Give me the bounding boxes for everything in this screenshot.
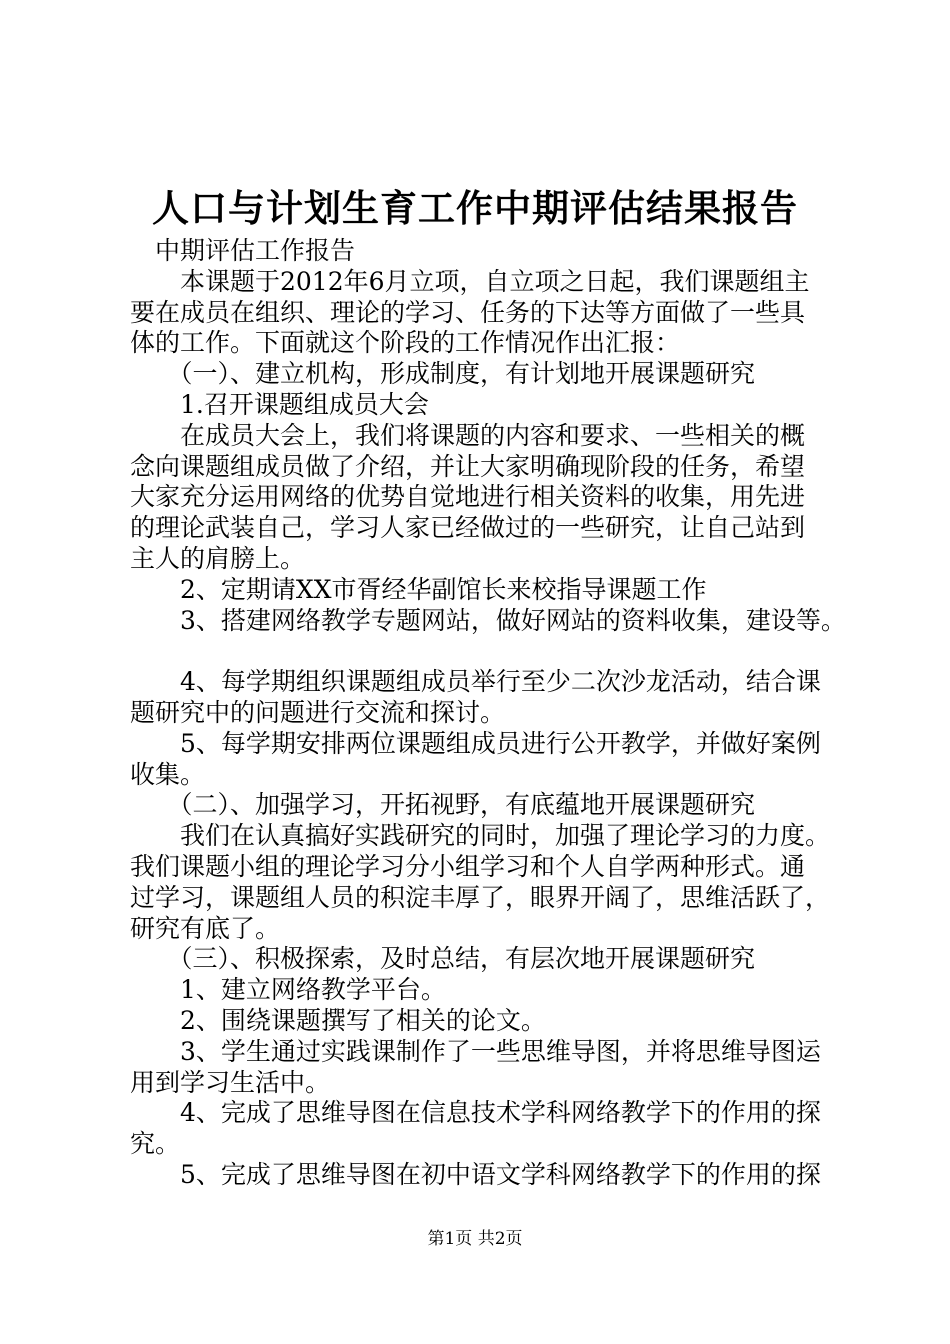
list-item: 4、每学期组织课题组成员举行至少二次沙龙活动，结合课 — [130, 667, 821, 697]
section-heading-1: （一）、建立机构，形成制度，有计划地开展课题研究 — [130, 359, 756, 389]
list-item: 4、完成了思维导图在信息技术学科网络教学下的作用的探 — [130, 1098, 821, 1128]
paragraph-line: 在成员大会上，我们将课题的内容和要求、一些相关的概 — [130, 420, 806, 450]
list-item: 3、学生通过实践课制作了一些思维导图，并将思维导图运 — [130, 1036, 821, 1066]
page-number: 第1页 共2页 — [427, 1229, 523, 1249]
subtitle-line: 中期评估工作报告 — [130, 236, 356, 265]
paragraph-line: 我们在认真搞好实践研究的同时，加强了理论学习的力度。 — [130, 821, 831, 851]
list-item: 3、搭建网络教学专题网站，做好网站的资料收集，建设等。 — [130, 605, 846, 635]
paragraph-line: 本课题于2012年6月立项，自立项之日起，我们课题组主 — [130, 266, 810, 296]
list-item: 1、建立网络教学平台。 — [130, 975, 446, 1005]
paragraph-line: 过学习，课题组人员的积淀丰厚了，眼界开阔了，思维活跃了， — [130, 882, 831, 912]
blank-line — [130, 636, 860, 667]
paragraph-line: 用到学习生活中。 — [130, 1067, 331, 1097]
paragraph-line: 研究有底了。 — [130, 913, 281, 943]
paragraph-line: 的理论武装自己，学习人家已经做过的一些研究，让自己站到 — [130, 513, 806, 543]
document-title: 人口与计划生育工作中期评估结果报告 — [152, 186, 798, 230]
paragraph-line: 体的工作。下面就这个阶段的工作情况作出汇报： — [130, 328, 681, 358]
paragraph-line: 题研究中的问题进行交流和探讨。 — [130, 697, 506, 727]
list-item: 5、每学期安排两位课题组成员进行公开教学，并做好案例 — [130, 728, 821, 758]
section-heading-2: （二）、加强学习，开拓视野，有底蕴地开展课题研究 — [130, 790, 756, 820]
paragraph-line: 究。 — [130, 1129, 181, 1159]
paragraph-line: 主人的肩膀上。 — [130, 543, 306, 573]
list-item: 5、完成了思维导图在初中语文学科网络教学下的作用的探 — [130, 1159, 821, 1189]
document-body — [130, 236, 860, 1191]
list-item: 1.召开课题组成员大会 — [130, 389, 429, 419]
paragraph-line: 大家充分运用网络的优势自觉地进行相关资料的收集，用先进 — [130, 482, 806, 512]
list-item: 2、围绕课题撰写了相关的论文。 — [130, 1005, 546, 1035]
paragraph-line: 要在成员在组织、理论的学习、任务的下达等方面做了一些具 — [130, 297, 806, 327]
section-heading-3: （三）、积极探索，及时总结，有层次地开展课题研究 — [130, 944, 756, 974]
paragraph-line: 念向课题组成员做了介绍，并让大家明确现阶段的任务，希望 — [130, 451, 806, 481]
paragraph-line: 收集。 — [130, 759, 206, 789]
paragraph-line: 我们课题小组的理论学习分小组学习和个人自学两种形式。通 — [130, 851, 806, 881]
list-item: 2、定期请XX市胥经华副馆长来校指导课题工作 — [130, 574, 707, 604]
